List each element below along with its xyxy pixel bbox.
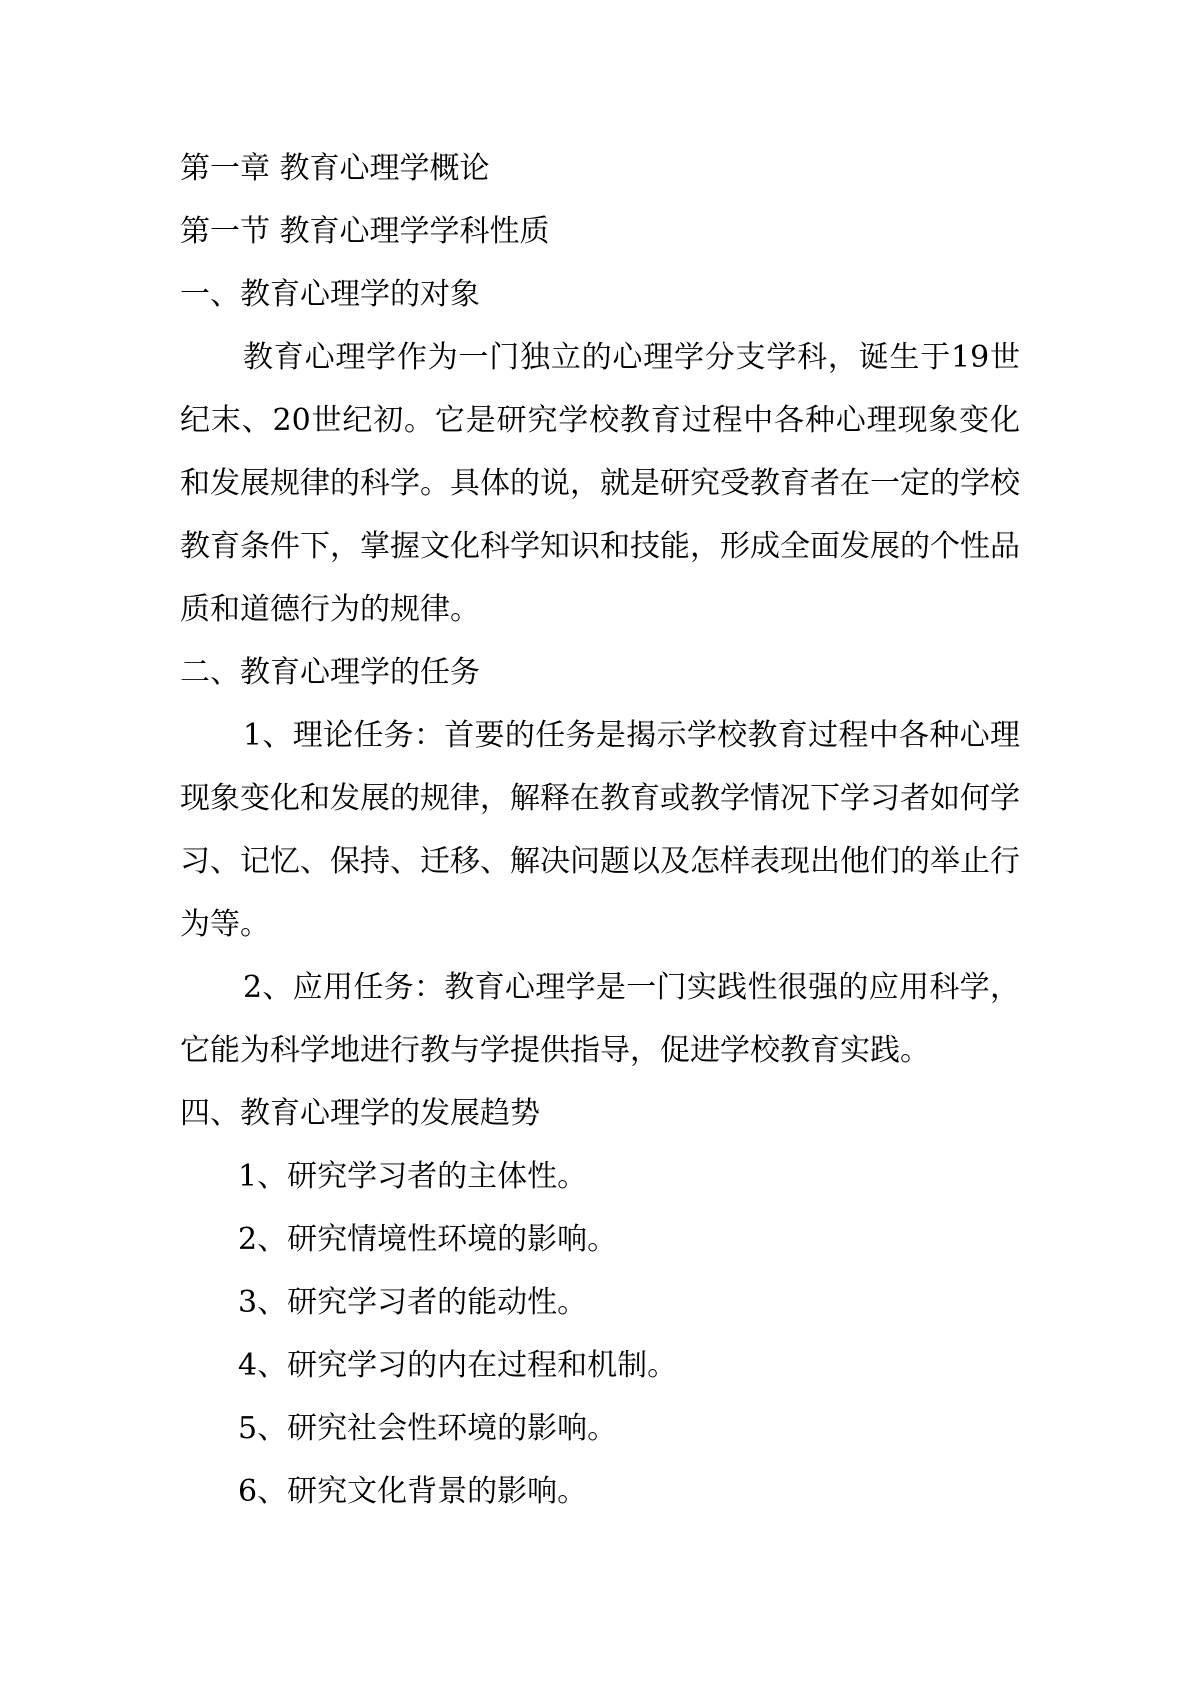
paragraph-task-theory: 1、理论任务：首要的任务是揭示学校教育过程中各种心理现象变化和发展的规律，解释在教育或教学情况下学习者如何学习、记忆、保持、迁移、解决问题以及怎样表现出他们的举止行为等。	[180, 718, 1020, 942]
trend-item: 6、研究文化背景的影响。	[238, 1474, 588, 1509]
trend-item: 4、研究学习的内在过程和机制。	[238, 1348, 678, 1383]
heading-object: 一、教育心理学的对象	[180, 277, 480, 312]
paragraph-task-application: 2、应用任务：教育心理学是一门实践性很强的应用科学，它能为科学地进行教与学提供指导，促进学校教育实践。	[180, 970, 1020, 1068]
trend-item: 2、研究情境性环境的影响。	[238, 1222, 618, 1257]
document-body	[180, 137, 1020, 1523]
paragraph-object: 教育心理学作为一门独立的心理学分支学科，诞生于19世纪末、20世纪初。它是研究学校教育过程中各种心理现象变化和发展规律的科学。具体的说，就是研究受教育者在一定的学校教育条件下，掌握文化科学知识和技能，形成全面发展的个性品质和道德行为的规律。	[180, 340, 1020, 627]
trend-item: 5、研究社会性环境的影响。	[238, 1411, 618, 1446]
trend-item: 1、研究学习者的主体性。	[238, 1159, 588, 1194]
chapter-title: 第一章 教育心理学概论	[180, 151, 490, 186]
heading-trends: 四、教育心理学的发展趋势	[180, 1096, 540, 1131]
section-title: 第一节 教育心理学学科性质	[180, 214, 550, 249]
trend-item: 3、研究学习者的能动性。	[238, 1285, 588, 1320]
heading-tasks: 二、教育心理学的任务	[180, 655, 480, 690]
